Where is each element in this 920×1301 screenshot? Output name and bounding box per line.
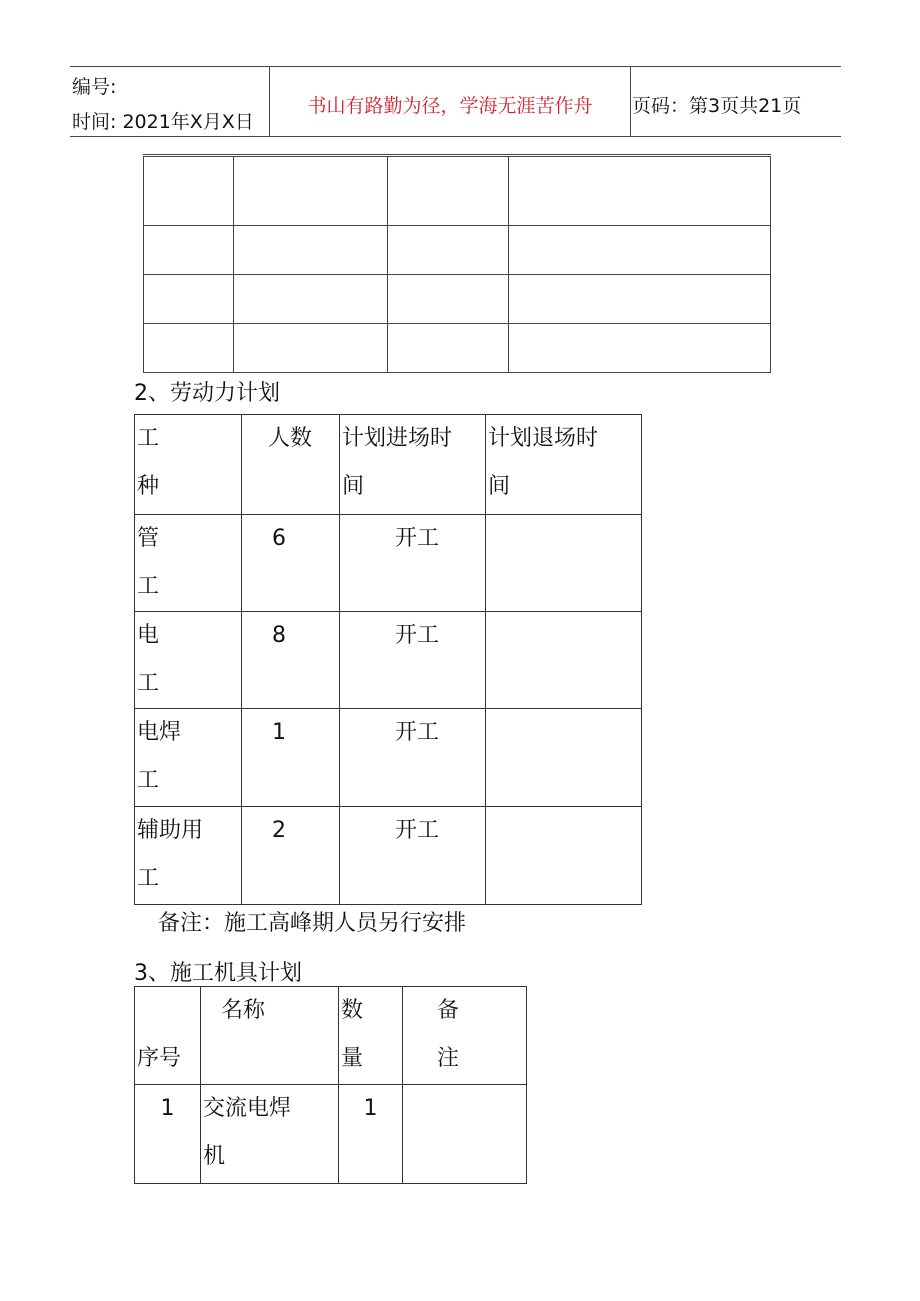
table-cell — [144, 156, 234, 226]
equipment-name-cell: 交流电焊机 — [201, 1085, 339, 1184]
trade-cell: 电焊工 — [135, 709, 242, 807]
table-row — [144, 324, 771, 373]
labor-plan-note: 备注：施工高峰期人员另行安排 — [158, 911, 467, 936]
document-date: 时间: 2021年X月X日 — [72, 111, 254, 133]
table-cell — [234, 226, 388, 275]
header-entry-time: 计划进场时间 — [340, 415, 486, 515]
equipment-plan-table — [134, 986, 527, 1184]
table-row — [135, 612, 642, 709]
table-cell — [234, 156, 388, 226]
header-exit-time: 计划退场时间 — [486, 415, 642, 515]
table-cell — [388, 156, 509, 226]
count-cell: 8 — [242, 612, 340, 709]
count-cell: 2 — [242, 807, 340, 905]
table-cell — [234, 275, 388, 324]
header-divider-right — [630, 66, 631, 136]
table-cell — [388, 226, 509, 275]
exit-cell — [486, 612, 642, 709]
entry-cell: 开工 — [340, 807, 486, 905]
table-cell — [144, 226, 234, 275]
table-cell — [144, 275, 234, 324]
table-cell — [509, 226, 771, 275]
count-cell: 1 — [242, 709, 340, 807]
trade-cell: 管工 — [135, 515, 242, 612]
table-row — [144, 226, 771, 275]
table-cell — [509, 156, 771, 226]
table-cell — [388, 324, 509, 373]
entry-cell: 开工 — [340, 612, 486, 709]
page-info: 页码：第3页共21页 — [632, 95, 802, 117]
exit-cell — [486, 807, 642, 905]
table-row — [144, 156, 771, 226]
exit-cell — [486, 709, 642, 807]
continuation-table — [143, 154, 771, 373]
header-count: 人数 — [242, 415, 340, 515]
entry-cell: 开工 — [340, 515, 486, 612]
table-cell — [509, 324, 771, 373]
header-seq-no — [135, 987, 201, 1085]
entry-cell: 开工 — [340, 709, 486, 807]
table-row — [135, 1085, 527, 1184]
header-top-rule — [70, 66, 841, 67]
trade-cell: 电工 — [135, 612, 242, 709]
header-name: 名称 — [201, 987, 339, 1085]
table-row — [135, 807, 642, 905]
table-header-row — [135, 987, 527, 1085]
seq-no-cell: 1 — [135, 1085, 201, 1184]
header-motto: 书山有路勤为径，学海无涯苦作舟 — [307, 95, 593, 117]
header-seq-no-label: 序号 — [137, 1046, 182, 1071]
header-trade: 工种 — [135, 415, 242, 515]
document-number-label: 编号: — [72, 76, 117, 98]
table-cell — [509, 275, 771, 324]
trade-cell: 辅助用工 — [135, 807, 242, 905]
equipment-plan-title: 3、施工机具计划 — [134, 961, 302, 986]
qty-cell: 1 — [339, 1085, 403, 1184]
labor-plan-table — [134, 414, 642, 905]
table-row — [135, 709, 642, 807]
exit-cell — [486, 515, 642, 612]
table-cell — [388, 275, 509, 324]
labor-plan-title: 2、劳动力计划 — [134, 381, 280, 406]
table-header-row — [135, 415, 642, 515]
header-remark: 备注 — [403, 987, 527, 1085]
table-row — [144, 275, 771, 324]
header-bottom-rule — [70, 136, 841, 137]
table-cell — [144, 324, 234, 373]
table-cell — [234, 324, 388, 373]
remark-cell — [403, 1085, 527, 1184]
table-row — [135, 515, 642, 612]
header-qty: 数量 — [339, 987, 403, 1085]
count-cell: 6 — [242, 515, 340, 612]
